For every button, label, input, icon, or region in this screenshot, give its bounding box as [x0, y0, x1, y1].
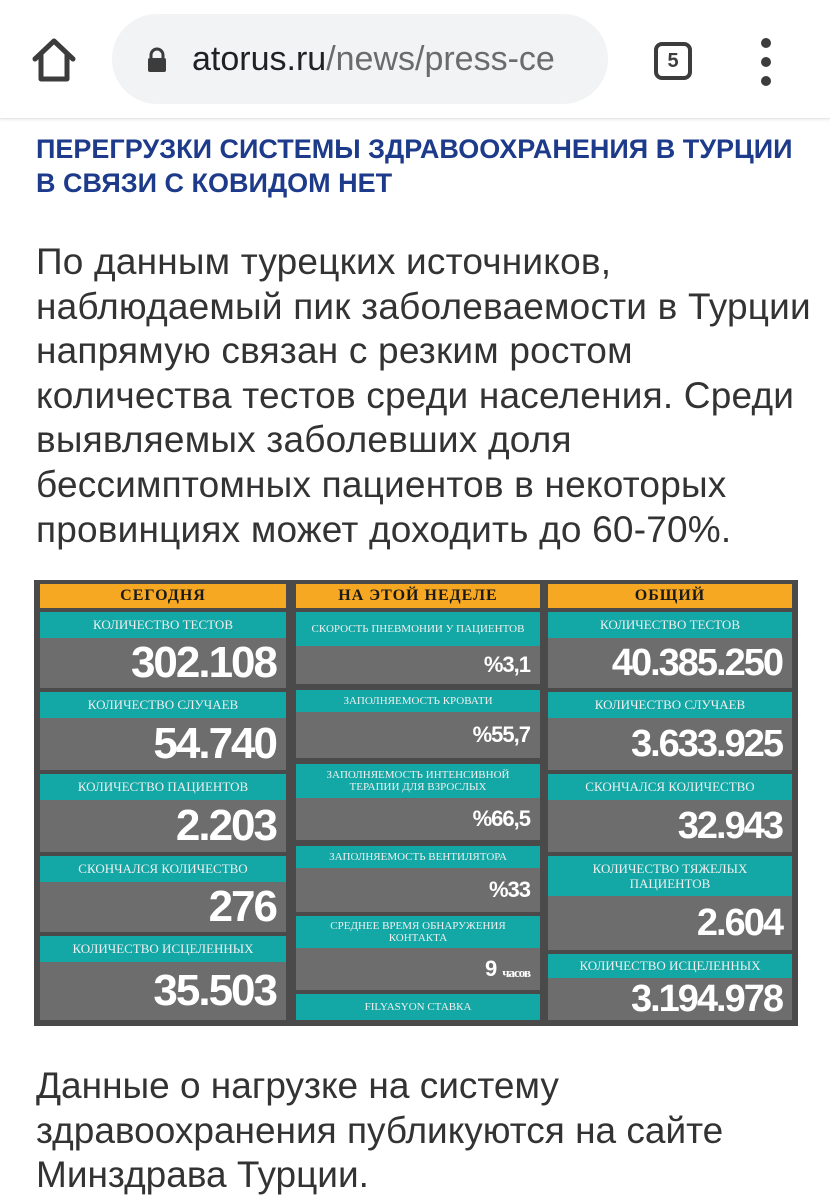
stat-value: 302.108 [40, 638, 286, 688]
week-cell [296, 916, 540, 990]
stat-value-with-unit [296, 948, 540, 990]
lock-icon [144, 47, 170, 73]
stat-label: КОЛИЧЕСТВО ТЕСТОВ [40, 612, 286, 638]
stat-value: 9 [484, 956, 497, 981]
stat-label: КОЛИЧЕСТВО ИСЦЕЛЕННЫХ [40, 936, 286, 962]
stat-label: КОЛИЧЕСТВО ИСЦЕЛЕННЫХ [548, 954, 792, 978]
address-bar[interactable] [112, 14, 608, 104]
url-text [192, 36, 555, 82]
total-cell [548, 856, 792, 950]
stat-value: 54.740 [40, 718, 286, 770]
stat-value: 32.943 [548, 800, 792, 852]
stat-label: КОЛИЧЕСТВО СЛУЧАЕВ [548, 692, 792, 718]
article-paragraph: По данным турецких источников, наблюдаемый пик заболеваемости в Турции напрямую связан с резким ростом количества тестов среди населения. Среди выявляемых заболевших доля бессимптомных пациентов в некоторых провинциях может доходить до 60-70%. [36, 241, 811, 550]
stat-label: FILYASYON СТАВКА [296, 994, 540, 1020]
today-cell [40, 612, 286, 688]
today-cell [40, 774, 286, 852]
total-cell [548, 692, 792, 770]
total-cell [548, 612, 792, 688]
stat-label: КОЛИЧЕСТВО ТЕСТОВ [548, 612, 792, 638]
stat-value: 3.633.925 [548, 718, 792, 770]
week-cell [296, 612, 540, 684]
stat-label: СРЕДНЕЕ ВРЕМЯ ОБНАРУЖЕНИЯ КОНТАКТА [296, 916, 540, 948]
stat-label: СКОРОСТЬ ПНЕВМОНИИ У ПАЦИЕНТОВ [296, 612, 540, 646]
article-paragraph: Данные о нагрузке на систему здравоохранения публикуются на сайте Минздрава Турции. [36, 1065, 724, 1196]
stat-label: КОЛИЧЕСТВО ТЯЖЕЛЫХ ПАЦИЕНТОВ [548, 856, 792, 896]
stat-label: СКОНЧАЛСЯ КОЛИЧЕСТВО [40, 856, 286, 882]
week-cell [296, 764, 540, 840]
statistics-infographic [34, 580, 798, 1026]
stat-value: 35.503 [40, 962, 286, 1020]
stat-value: 3.194.978 [548, 978, 792, 1020]
stat-value: %33 [296, 868, 540, 912]
week-cell [296, 994, 540, 1020]
total-cell [548, 774, 792, 852]
week-cell [296, 846, 540, 912]
tab-switcher-button[interactable] [650, 38, 696, 84]
stat-label: КОЛИЧЕСТВО ПАЦИЕНТОВ [40, 774, 286, 800]
stat-label: ЗАПОЛНЯЕМОСТЬ ВЕНТИЛЯТОРА [296, 846, 540, 868]
url-host: atorus.ru [192, 40, 327, 78]
stat-label: ЗАПОЛНЯЕМОСТЬ ИНТЕНСИВНОЙ ТЕРАПИИ ДЛЯ ВЗРОСЛЫХ [296, 764, 540, 798]
browser-toolbar [0, 0, 830, 119]
stat-label: СКОНЧАЛСЯ КОЛИЧЕСТВО [548, 774, 792, 800]
article-headline: ПЕРЕГРУЗКИ СИСТЕМЫ ЗДРАВООХРАНЕНИЯ В ТУРЦИИ В СВЯЗИ С КОВИДОМ НЕТ [36, 134, 793, 198]
stat-value: %3,1 [296, 646, 540, 684]
stat-label: ЗАПОЛНЯЕМОСТЬ КРОВАТИ [296, 690, 540, 712]
today-cell [40, 692, 286, 770]
url-path: /news/press-ce [326, 40, 555, 78]
stat-unit: часов [502, 965, 530, 980]
stat-label: КОЛИЧЕСТВО СЛУЧАЕВ [40, 692, 286, 718]
today-header: СЕГОДНЯ [40, 584, 286, 608]
stat-value: 2.203 [40, 800, 286, 852]
today-cell [40, 936, 286, 1020]
stat-value: 276 [40, 882, 286, 932]
stat-value: %66,5 [296, 798, 540, 840]
total-header: ОБЩИЙ [548, 584, 792, 608]
week-cell [296, 690, 540, 758]
home-button[interactable] [26, 32, 82, 88]
home-icon [29, 35, 79, 85]
total-cell [548, 954, 792, 1020]
stat-value: 2.604 [548, 896, 792, 950]
stat-value: %55,7 [296, 712, 540, 758]
more-menu-icon[interactable] [746, 34, 786, 90]
today-cell [40, 856, 286, 932]
stat-value: 40.385.250 [548, 638, 792, 688]
tab-count: 5 [654, 42, 692, 80]
week-header: НА ЭТОЙ НЕДЕЛЕ [296, 584, 540, 608]
